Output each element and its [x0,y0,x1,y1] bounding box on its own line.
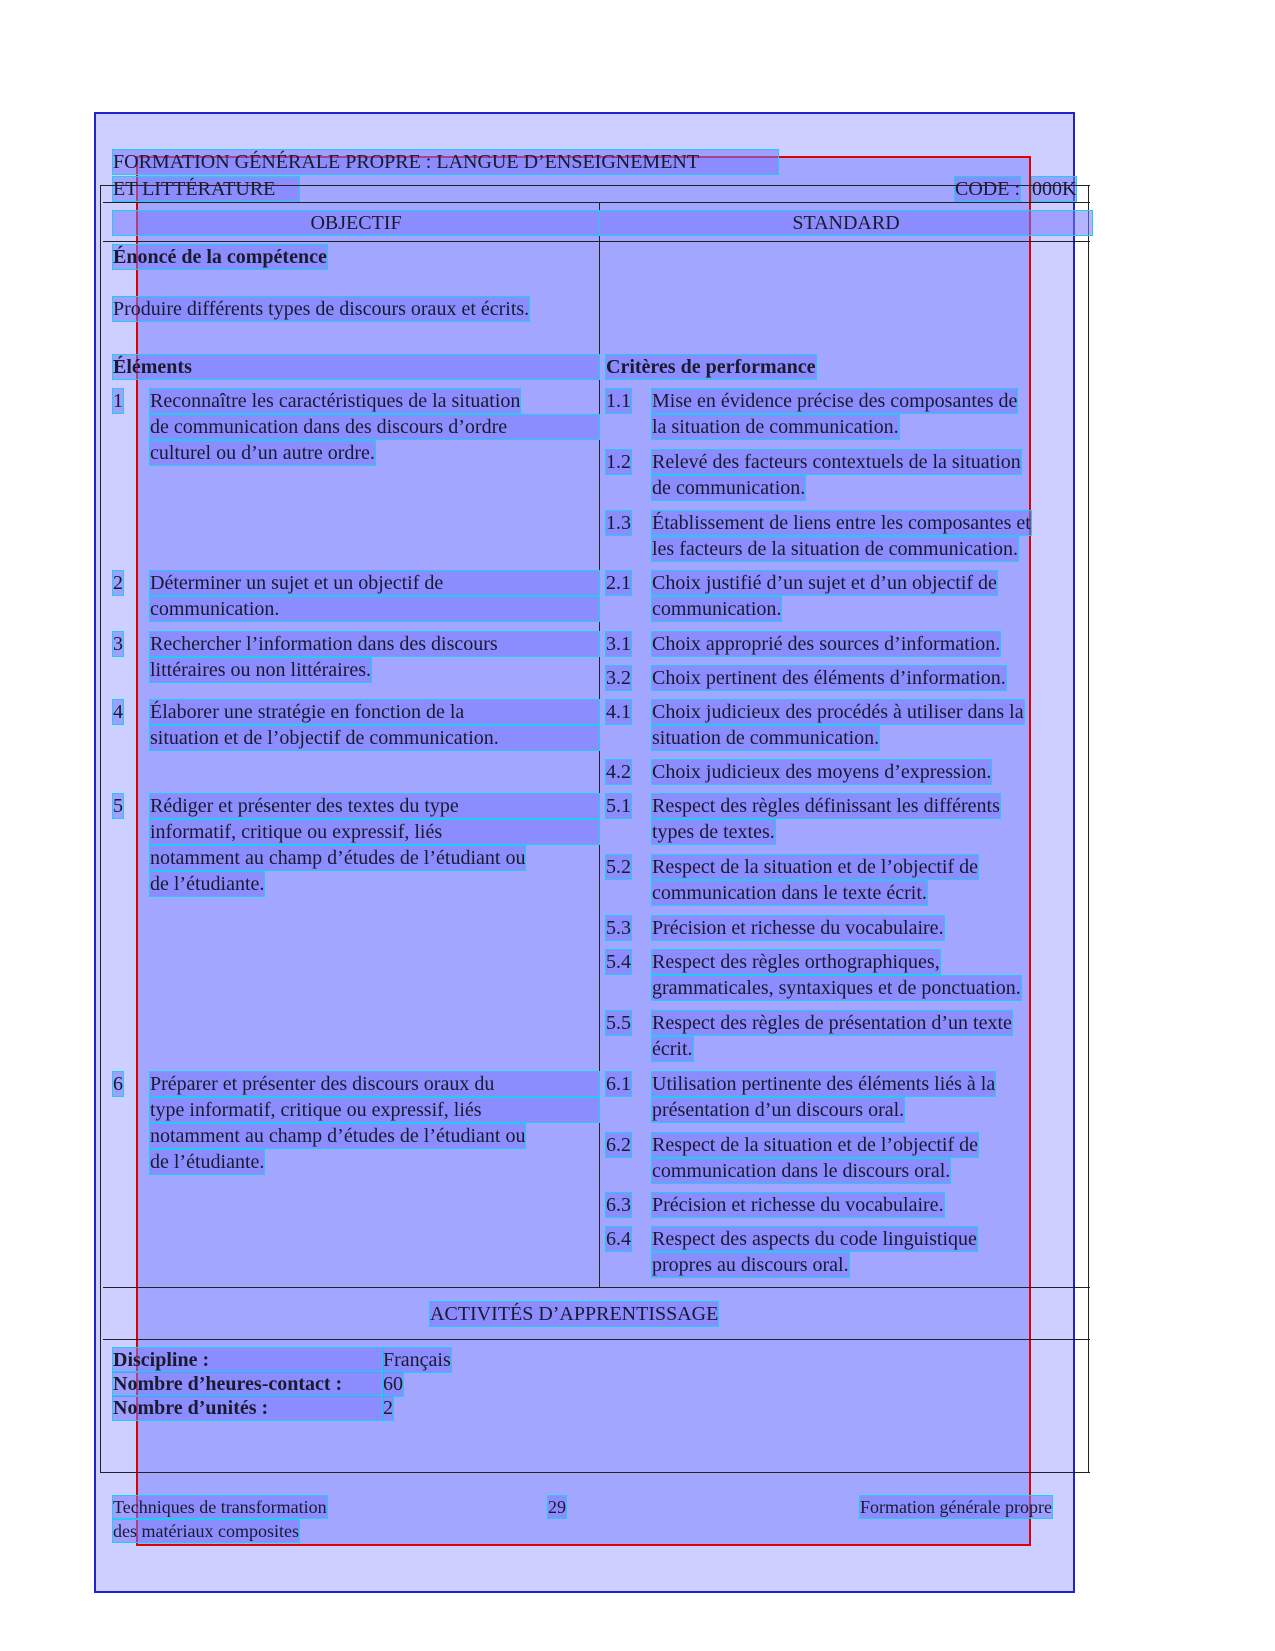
criterion-line: Choix pertinent des éléments d’information. [652,667,1006,689]
element-line: Déterminer un sujet et un objectif de [150,571,599,595]
criterion-number: 5.4 [606,951,631,973]
element-line: type informatif, critique ou expressif, liés [150,1098,599,1122]
code-label: CODE : [955,178,1020,200]
competence-heading: Énoncé de la compétence [113,246,327,268]
activities-bottom-rule [103,1339,1090,1340]
element-line: littéraires ou non littéraires. [150,659,372,681]
criterion-number: 5.1 [606,795,631,817]
criterion-line: communication dans le discours oral. [652,1160,951,1182]
criterion-number: 5.3 [606,917,631,939]
criterion-line: Précision et richesse du vocabulaire. [652,917,944,939]
units-label: Nombre d’unités : [113,1396,383,1420]
criterion-line: Mise en évidence précise des composantes de [652,390,1018,412]
hours-label: Nombre d’heures-contact : [113,1372,383,1396]
hours-value: 60 [383,1373,403,1395]
element-number: 1 [113,390,123,412]
criterion-number: 6.2 [606,1134,631,1156]
criterion-number: 4.2 [606,761,631,783]
criterion-line: Choix judicieux des moyens d’expression. [652,761,992,783]
criterion-line: la situation de communication. [652,416,899,438]
element-line: Reconnaître les caractéristiques de la situation [150,390,521,412]
criterion-line: Respect des règles définissant les différents [652,795,1000,817]
table-header-bottom-rule [103,241,1090,242]
criterion-number: 2.1 [606,572,631,594]
criterion-number: 5.2 [606,856,631,878]
criterion-number: 3.1 [606,633,631,655]
code-value: 000K [1032,178,1077,200]
table-header-top-rule [103,202,1090,203]
criterion-line: Utilisation pertinente des éléments liés à la [652,1073,996,1095]
criterion-number: 1.2 [606,451,631,473]
criterion-line: communication. [652,598,782,620]
criterion-line: Établissement de liens entre les composantes et [652,512,1031,534]
element-line: communication. [150,597,599,621]
criterion-line: présentation d’un discours oral. [652,1099,905,1121]
criterion-line: types de textes. [652,821,775,843]
element-number: 6 [113,1073,123,1095]
element-line: Préparer et présenter des discours oraux du [150,1072,599,1096]
criterion-line: les facteurs de la situation de communication. [652,538,1018,560]
element-number: 5 [113,795,123,817]
column-header-objectif: OBJECTIF [113,211,599,235]
element-line: Rédiger et présenter des textes du type [150,794,599,818]
competence-text: Produire différents types de discours oraux et écrits. [113,298,530,320]
criterion-line: écrit. [652,1038,693,1060]
column-header-standard: STANDARD [600,211,1092,235]
criterion-line: Choix justifié d’un sujet et d’un objectif de [652,572,997,594]
criterion-line: Choix judicieux des procédés à utiliser dans la [652,701,1024,723]
criterion-number: 6.4 [606,1228,631,1250]
criterion-line: Respect de la situation et de l’objectif de [652,1134,978,1156]
element-number: 2 [113,572,123,594]
criterion-line: Précision et richesse du vocabulaire. [652,1194,944,1216]
element-line: culturel ou d’un autre ordre. [150,442,375,464]
table-right-border [1088,185,1089,1473]
criterion-number: 6.1 [606,1073,631,1095]
element-line: de l’étudiante. [150,873,265,895]
criterion-number: 1.3 [606,512,631,534]
table-bottom-rule [100,1472,1090,1473]
criterion-line: de communication. [652,477,806,499]
table-left-border [100,185,101,1473]
criterion-number: 5.5 [606,1012,631,1034]
footer-right: Formation générale propre [860,1497,1052,1517]
criterion-line: communication dans le texte écrit. [652,882,927,904]
header-title-line1: FORMATION GÉNÉRALE PROPRE : LANGUE D’ENSEIGNEMENT [113,150,778,174]
criterion-line: Respect des règles de présentation d’un texte [652,1012,1012,1034]
criterion-line: grammaticales, syntaxiques et de ponctuation. [652,977,1021,999]
element-line: de communication dans des discours d’ordre [150,415,599,439]
element-number: 3 [113,633,123,655]
element-number: 4 [113,701,123,723]
criterion-number: 1.1 [606,390,631,412]
criterion-line: Relevé des facteurs contextuels de la situation [652,451,1021,473]
criterion-number: 6.3 [606,1194,631,1216]
activities-top-rule [103,1287,1090,1288]
discipline-value: Français [383,1349,451,1371]
footer-left-line1: Techniques de transformation [113,1497,327,1517]
criterion-line: Choix approprié des sources d’information. [652,633,1001,655]
footer-left-line2: des matériaux composites [113,1521,299,1541]
element-line: Élaborer une stratégie en fonction de la [150,700,599,724]
element-line: Rechercher l’information dans des discours [150,632,599,656]
page-number: 29 [548,1497,566,1517]
element-line: notamment au champ d’études de l’étudiant ou [150,847,526,869]
criteria-heading: Critères de performance [606,356,816,378]
criterion-line: Respect des aspects du code linguistique [652,1228,977,1250]
element-line: notamment au champ d’études de l’étudiant ou [150,1125,526,1147]
table-top-rule [100,185,1090,186]
criterion-number: 4.1 [606,701,631,723]
discipline-label: Discipline : [113,1348,383,1372]
elements-heading: Éléments [113,355,599,379]
criterion-line: Respect des règles orthographiques, [652,951,940,973]
criterion-line: Respect de la situation et de l’objectif de [652,856,978,878]
activities-heading: ACTIVITÉS D’APPRENTISSAGE [430,1303,719,1325]
element-line: informatif, critique ou expressif, liés [150,820,599,844]
element-line: situation et de l’objectif de communication. [150,726,599,750]
units-value: 2 [383,1397,393,1419]
criterion-line: situation de communication. [652,727,880,749]
criterion-number: 3.2 [606,667,631,689]
header-title-line2: ET LITTÉRATURE [113,177,299,201]
element-line: de l’étudiante. [150,1151,265,1173]
column-divider [599,202,600,1287]
criterion-line: propres au discours oral. [652,1254,849,1276]
